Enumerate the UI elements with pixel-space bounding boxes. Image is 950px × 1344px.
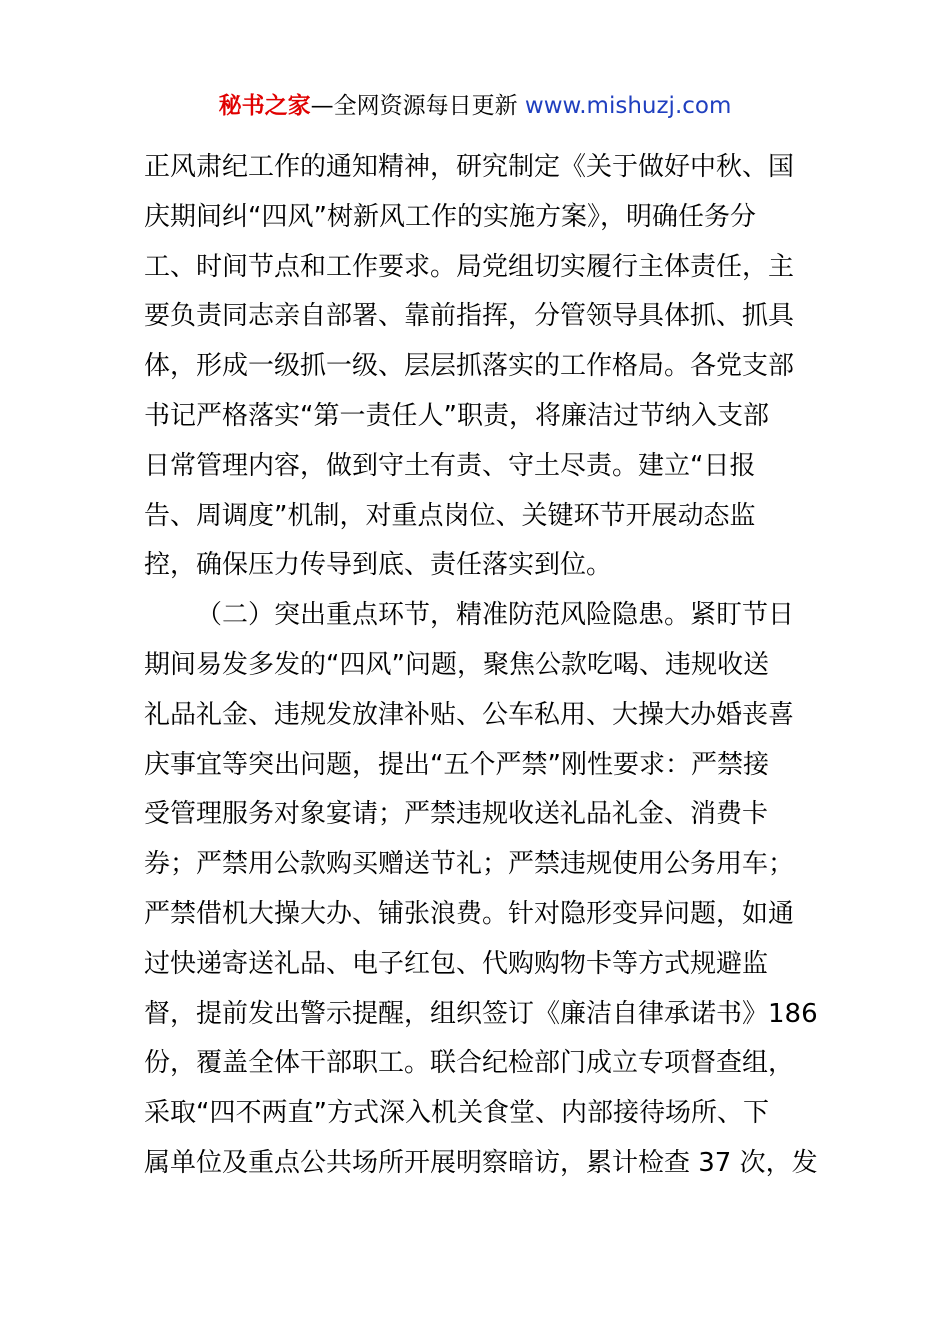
text-line: 采取“四不两直”方式深入机关食堂、内部接待场所、下	[144, 1098, 769, 1129]
text-line: 督，提前发出警示提醒，组织签订《廉洁自律承诺书》186	[144, 998, 818, 1029]
section-heading-line: （二）突出重点环节，精准防范风险隐患。紧盯节日	[196, 600, 795, 631]
text-line: 工、时间节点和工作要求。局党组切实履行主体责任，主	[144, 251, 795, 282]
text-line: 庆事宜等突出问题，提出“五个严禁”刚性要求：严禁接	[144, 749, 769, 780]
document-body	[144, 143, 818, 1189]
text-line: 体，形成一级抓一级、层层抓落实的工作格局。各党支部	[144, 351, 795, 382]
text-line: 正风肃纪工作的通知精神，研究制定《关于做好中秋、国	[144, 152, 795, 182]
text-line: 日常管理内容，做到守土有责、守土尽责。建立“日报	[144, 450, 756, 481]
site-brand: 秘书之家	[218, 93, 311, 119]
text-line: 份，覆盖全体干部职工。联合纪检部门成立专项督查组，	[144, 1048, 795, 1079]
site-tagline: —全网资源每日更新	[310, 93, 518, 119]
text-line: 期间易发多发的“四风”问题，聚焦公款吃喝、违规收送	[144, 649, 769, 680]
text-line: 过快递寄送礼品、电子红包、代购购物卡等方式规避监	[144, 948, 769, 979]
site-header	[0, 88, 950, 124]
site-url-link[interactable]: www.mishuzj.com	[524, 93, 732, 119]
text-line: 严禁借机大操大办、铺张浪费。针对隐形变异问题，如通	[144, 898, 795, 929]
text-line: 属单位及重点公共场所开展明察暗访，累计检查 37 次，发	[144, 1147, 818, 1178]
text-line: 受管理服务对象宴请；严禁违规收送礼品礼金、消费卡	[144, 799, 769, 830]
text-line: 要负责同志亲自部署、靠前指挥，分管领导具体抓、抓具	[144, 301, 795, 332]
text-line: 券；严禁用公款购买赠送节礼；严禁违规使用公务用车；	[144, 849, 795, 880]
text-line: 庆期间纠“四风”树新风工作的实施方案》，明确任务分	[144, 201, 756, 232]
text-line: 告、周调度”机制，对重点岗位、关键环节开展动态监	[144, 500, 756, 531]
text-line: 书记严格落实“第一责任人”职责，将廉洁过节纳入支部	[144, 400, 769, 431]
text-line: 礼品礼金、违规发放津补贴、公车私用、大操大办婚丧喜	[144, 699, 795, 730]
text-line: 控，确保压力传导到底、责任落实到位。	[144, 550, 613, 581]
